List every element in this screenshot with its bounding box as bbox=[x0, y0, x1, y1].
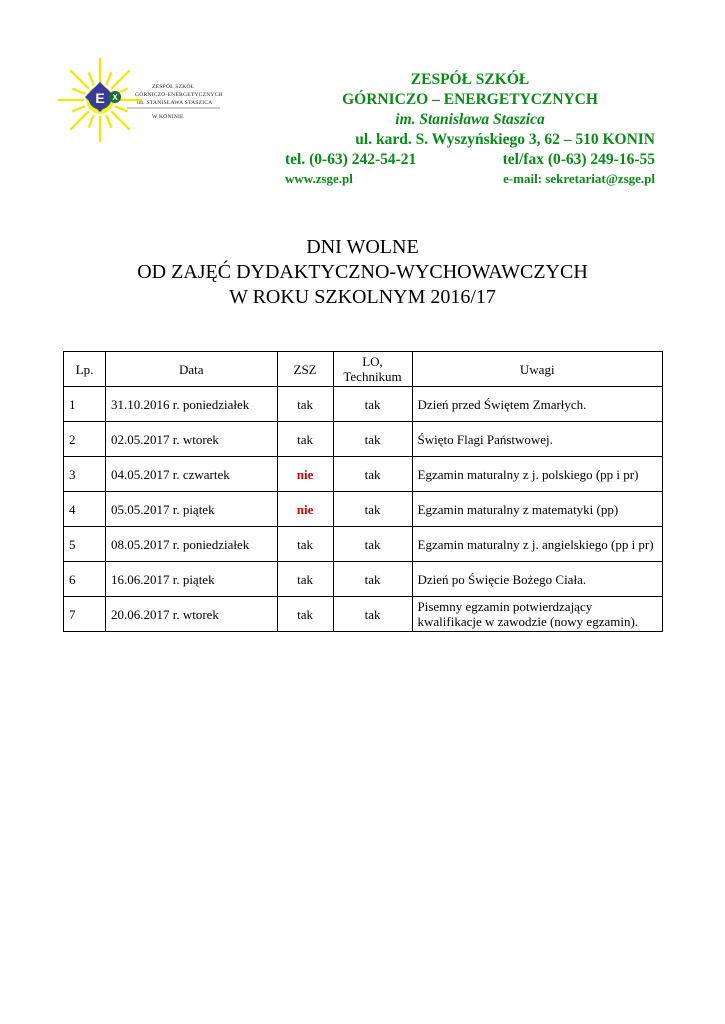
cell-lo: tak bbox=[333, 562, 412, 597]
cell-date: 08.05.2017 r. poniedziałek bbox=[105, 527, 277, 562]
table-row bbox=[64, 492, 663, 527]
cell-lo: tak bbox=[333, 422, 412, 457]
sun-ray bbox=[106, 72, 111, 85]
cell-lo: tak bbox=[333, 597, 412, 632]
cell-lp: 7 bbox=[64, 597, 106, 632]
table-row bbox=[64, 387, 663, 422]
sun-ray bbox=[111, 70, 129, 88]
logo-text-line: W KONINIE bbox=[152, 114, 184, 120]
header-data: Data bbox=[105, 352, 277, 387]
sun-ray bbox=[111, 111, 129, 129]
header-uwagi: Uwagi bbox=[412, 352, 663, 387]
sun-ray bbox=[115, 106, 128, 111]
header-zsz: ZSZ bbox=[277, 352, 333, 387]
cell-date: 02.05.2017 r. wtorek bbox=[105, 422, 277, 457]
cell-zsz: tak bbox=[277, 527, 333, 562]
table-row bbox=[64, 422, 663, 457]
cell-lo: tak bbox=[333, 387, 412, 422]
cell-lo: tak bbox=[333, 457, 412, 492]
table-row bbox=[64, 457, 663, 492]
phone-number: tel. (0-63) 242-54-21 bbox=[285, 151, 417, 168]
cell-notes: Dzień po Święcie Bożego Ciała. bbox=[412, 562, 663, 597]
sun-ray bbox=[106, 115, 111, 128]
school-address: ul. kard. S. Wyszyńskiego 3, 62 – 510 KONIN bbox=[355, 131, 655, 148]
school-patron: im. Stanisława Staszica bbox=[395, 111, 545, 128]
header-lo-line: LO, bbox=[362, 354, 383, 369]
cell-zsz: tak bbox=[277, 387, 333, 422]
website-link[interactable]: www.zsge.pl bbox=[285, 171, 353, 186]
cell-date: 16.06.2017 r. piątek bbox=[105, 562, 277, 597]
cell-date: 05.05.2017 r. piątek bbox=[105, 492, 277, 527]
cell-lp: 6 bbox=[64, 562, 106, 597]
header-lp: Lp. bbox=[64, 352, 106, 387]
svg-text:X: X bbox=[112, 93, 118, 102]
cell-lp: 2 bbox=[64, 422, 106, 457]
cell-date: 31.10.2016 r. poniedziałek bbox=[105, 387, 277, 422]
cell-notes: Egzamin maturalny z matematyki (pp) bbox=[412, 492, 663, 527]
cell-lp: 1 bbox=[64, 387, 106, 422]
sun-ray bbox=[70, 111, 88, 129]
school-header bbox=[285, 70, 655, 188]
days-off-table bbox=[63, 351, 663, 632]
email-link[interactable]: e-mail: sekretariat@zsge.pl bbox=[503, 171, 655, 186]
sun-ray bbox=[89, 115, 94, 128]
logo-text-line: GÓRNICZO-ENERGETYCZNYCH bbox=[135, 92, 223, 98]
cell-notes: Święto Flagi Państwowej. bbox=[412, 422, 663, 457]
svg-text:E: E bbox=[95, 90, 105, 106]
table-row bbox=[64, 562, 663, 597]
cell-zsz: tak bbox=[277, 562, 333, 597]
sun-ray bbox=[89, 72, 94, 85]
table-header-row bbox=[64, 352, 663, 387]
school-name-sub: GÓRNICZO – ENERGETYCZNYCH bbox=[342, 91, 598, 108]
header-lo bbox=[333, 352, 412, 387]
cell-date: 04.05.2017 r. czwartek bbox=[105, 457, 277, 492]
title-line: W ROKU SZKOLNYM 2016/17 bbox=[229, 286, 496, 308]
logo-text-line: ZESPÓŁ SZKÓŁ bbox=[152, 84, 195, 90]
header-lo-line: Technikum bbox=[343, 369, 402, 384]
document-title bbox=[0, 235, 725, 310]
cell-zsz: nie bbox=[277, 457, 333, 492]
title-line: OD ZAJĘĆ DYDAKTYCZNO-WYCHOWAWCZYCH bbox=[137, 261, 588, 283]
cell-lp: 4 bbox=[64, 492, 106, 527]
cell-lp: 5 bbox=[64, 527, 106, 562]
cell-lo: tak bbox=[333, 492, 412, 527]
cell-zsz: nie bbox=[277, 492, 333, 527]
cell-notes: Egzamin maturalny z j. angielskiego (pp i pr) bbox=[412, 527, 663, 562]
fax-number: tel/fax (0-63) 249-16-55 bbox=[502, 151, 655, 168]
cell-notes: Pisemny egzamin potwierdzający kwalifikacje w zawodzie (nowy egzamin). bbox=[412, 597, 663, 632]
table-row bbox=[64, 527, 663, 562]
school-logo bbox=[55, 50, 225, 145]
cell-zsz: tak bbox=[277, 422, 333, 457]
cell-zsz: tak bbox=[277, 597, 333, 632]
cell-notes: Egzamin maturalny z j. polskiego (pp i pr) bbox=[412, 457, 663, 492]
logo-text-line: im. STANISŁAWA STASZICA bbox=[137, 100, 213, 106]
cell-lp: 3 bbox=[64, 457, 106, 492]
cell-date: 20.06.2017 r. wtorek bbox=[105, 597, 277, 632]
table-row bbox=[64, 597, 663, 632]
sun-ray bbox=[72, 106, 85, 111]
title-line: DNI WOLNE bbox=[306, 236, 419, 258]
school-name: ZESPÓŁ SZKÓŁ bbox=[410, 71, 530, 88]
cell-lo: tak bbox=[333, 527, 412, 562]
sun-ray bbox=[72, 89, 85, 94]
sun-ray bbox=[70, 70, 88, 88]
cell-notes: Dzień przed Świętem Zmarłych. bbox=[412, 387, 663, 422]
